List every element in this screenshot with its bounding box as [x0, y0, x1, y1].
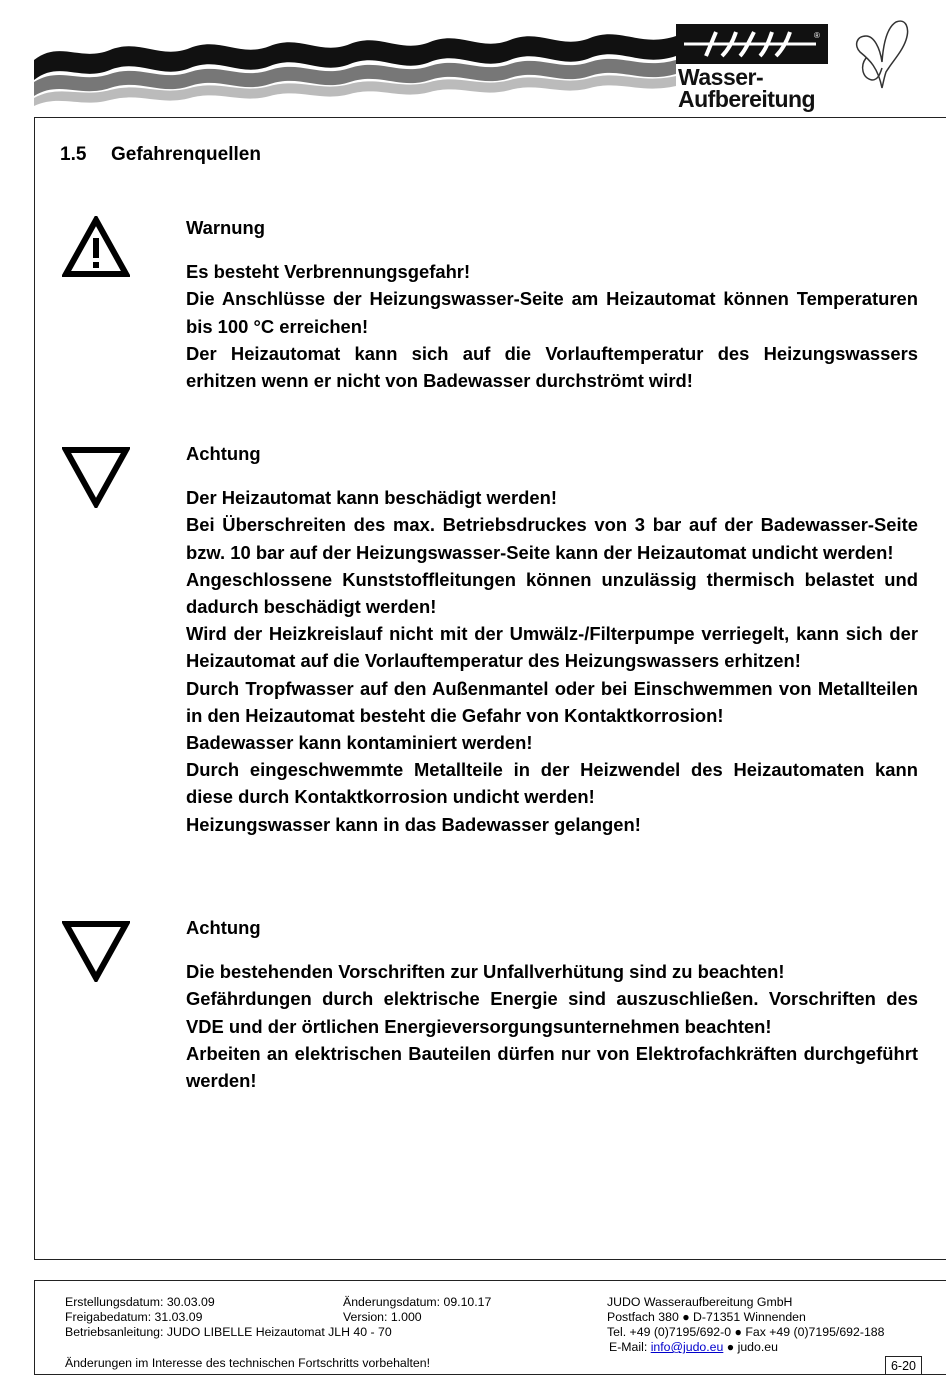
caution-text: Heizungswasser kann in das Badewasser gelangen!	[186, 813, 641, 835]
footer-released: Freigabedatum: 31.03.09	[65, 1310, 203, 1324]
caution-triangle-icon	[62, 920, 130, 982]
caution-heading: Achtung	[186, 443, 261, 464]
judo-logo-mark	[676, 24, 828, 64]
footer-email-prefix: E-Mail:	[609, 1340, 651, 1354]
footer-created: Erstellungsdatum: 30.03.09	[65, 1295, 215, 1309]
butterfly-icon	[852, 18, 912, 98]
caution-text: Wird der Heizkreislauf nicht mit der Umwälz-/Filterpumpe verriegelt, kann sich der Heizautomat auf die Vorlauftemperatur des Heizungswassers erhitzen!	[186, 623, 918, 672]
caution-block-1	[186, 440, 918, 838]
warning-heading: Warnung	[186, 217, 265, 238]
brand-wordmark	[678, 66, 815, 110]
footer-contact	[609, 1340, 778, 1355]
brand-logo	[676, 24, 828, 112]
warning-text: Es besteht Verbrennungsgefahr!	[186, 261, 471, 283]
caution-block-2	[186, 914, 918, 1094]
svg-text:®: ®	[814, 31, 820, 40]
caution-text: Bei Überschreiten des max. Betriebsdruckes von 3 bar auf der Badewasser-Seite bzw. 10 bar auf der Heizungswasser-Seite kann der Heizautomat undicht werden!	[186, 514, 918, 563]
caution-text: Die bestehenden Vorschriften zur Unfallverhütung sind zu beachten!	[186, 961, 785, 983]
caution-text: Angeschlossene Kunststoffleitungen können unzulässig thermisch belastet und dadurch beschädigt werden!	[186, 568, 918, 618]
caution-text: Durch Tropfwasser auf den Außenmantel oder bei Einschwemmen von Metallteilen in den Heizautomat besteht die Gefahr von Kontaktkorrosion!	[186, 677, 918, 726]
footer-version: Version: 1.000	[343, 1310, 422, 1324]
footer-company: JUDO Wasseraufbereitung GmbH	[607, 1295, 793, 1309]
section-title: Gefahrenquellen	[111, 144, 261, 165]
warning-text: Der Heizautomat kann sich auf die Vorlauftemperatur des Heizungswassers erhitzen wenn er nicht von Badewasser durchströmt wird!	[186, 342, 918, 392]
warning-text: Die Anschlüsse der Heizungswasser-Seite am Heizautomat können Temperaturen bis 100 °C erreichen!	[186, 288, 918, 337]
caution-heading: Achtung	[186, 917, 261, 938]
brand-line-2: Aufbereitung	[678, 86, 816, 112]
caution-text: Durch eingeschwemmte Metallteile in der Heizwendel des Heizautomaten kann diese durch Kontaktkorrosion undicht werden!	[186, 759, 918, 808]
footer-web: ● judo.eu	[723, 1340, 778, 1354]
footer-address: Postfach 380 ● D-71351 Winnenden	[607, 1310, 806, 1324]
caution-text: Gefährdungen durch elektrische Energie sind auszuschließen. Vorschriften des VDE und der örtlichen Energieversorgungsunternehmen beachten!	[186, 988, 918, 1037]
caution-triangle-icon	[62, 446, 130, 508]
warning-triangle-icon	[62, 216, 130, 278]
section-number: 1.5	[60, 144, 87, 165]
footer-changed: Änderungsdatum: 09.10.17	[343, 1295, 492, 1309]
caution-text: Badewasser kann kontaminiert werden!	[186, 732, 533, 754]
brand-line-1: Wasser-	[678, 64, 764, 90]
footer-disclaimer: Änderungen im Interesse des technischen Fortschritts vorbehalten!	[65, 1356, 431, 1370]
section-heading	[60, 144, 261, 166]
caution-text: Arbeiten an elektrischen Bauteilen dürfen nur von Elektrofachkräften durchgeführt werden!	[186, 1042, 918, 1092]
caution-text: Der Heizautomat kann beschädigt werden!	[186, 487, 557, 509]
footer-phone: Tel. +49 (0)7195/692-0 ● Fax +49 (0)7195/692-188	[607, 1325, 885, 1339]
warning-block-1	[186, 214, 918, 394]
page-number: 6-20	[885, 1356, 922, 1375]
email-link[interactable]: info@judo.eu	[650, 1340, 724, 1354]
footer-manual: Betriebsanleitung: JUDO LIBELLE Heizautomat JLH 40 - 70	[65, 1325, 392, 1339]
